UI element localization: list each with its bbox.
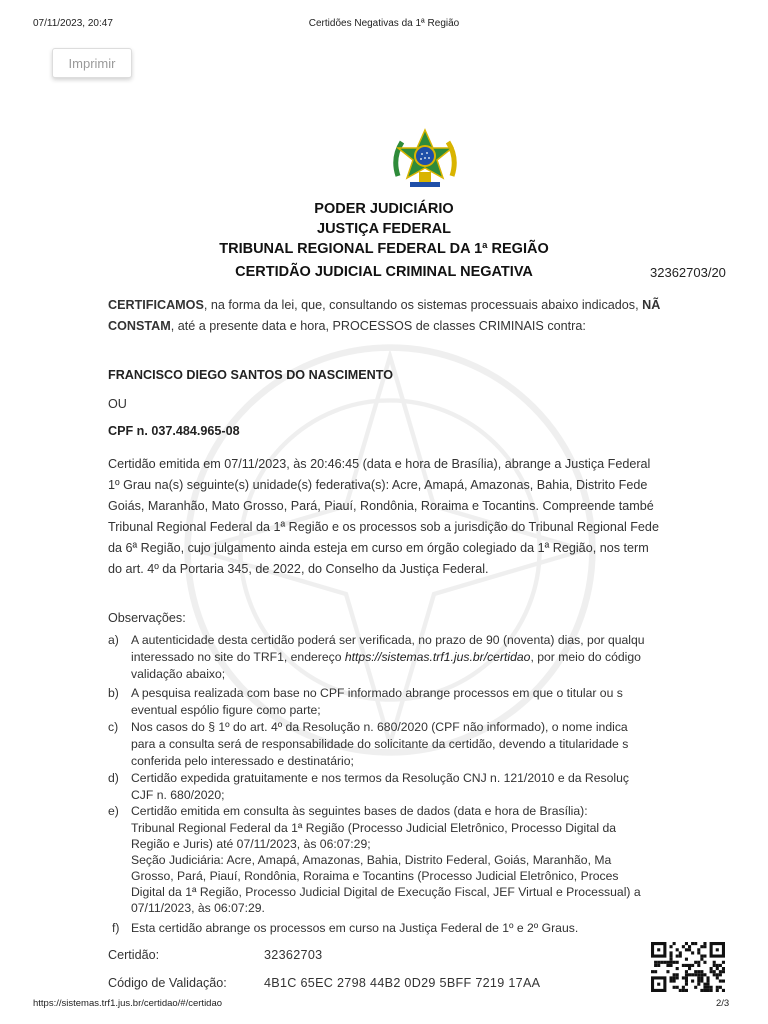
- obs-e-line: Seção Judiciária: Acre, Amapá, Amazonas, Bahia, Distrito Federal, Goiás, Maranhão, Ma: [131, 853, 612, 867]
- intro-line-1: CERTIFICAMOS, na forma da lei, que, consultando os sistemas processuais abaixo indicados, NÃ: [108, 298, 661, 312]
- print-page-title: Certidões Negativas da 1ª Região: [308, 18, 460, 29]
- subject-name: FRANCISCO DIEGO SANTOS DO NASCIMENTO: [108, 368, 394, 382]
- obs-e-letter: e): [108, 804, 119, 818]
- print-datetime: 07/11/2023, 20:47: [33, 18, 113, 29]
- paragraph-line: Tribunal Regional Federal da 1ª Região e os processos sob a jurisdição do Tribunal Regional Fede: [108, 520, 659, 534]
- validation-code-value: 4B1C 65EC 2798 44B2 0D29 5BFF 7219 17AA: [264, 976, 541, 990]
- subject-cpf: CPF n. 037.484.965-08: [108, 424, 240, 438]
- certidao-value: 32362703: [264, 948, 323, 962]
- obs-b-letter: b): [108, 686, 119, 700]
- obs-a-letter: a): [108, 633, 119, 647]
- observations-heading: Observações:: [108, 611, 186, 625]
- obs-e-line: Grosso, Pará, Piauí, Rondônia, Roraima e Tocantins (Processo Judicial Eletrônico, Proces: [131, 869, 619, 883]
- header-line-1: PODER JUDICIÁRIO: [314, 201, 454, 217]
- header-line-2: JUSTIÇA FEDERAL: [317, 221, 451, 237]
- certidao-link[interactable]: https://sistemas.trf1.jus.br/certidao: [344, 650, 531, 664]
- intro-line-2: CONSTAM, até a presente data e hora, PROCESSOS de classes CRIMINAIS contra:: [108, 319, 586, 333]
- obs-d-line: CJF n. 680/2020;: [131, 788, 225, 802]
- obs-c-line: conferida pelo interessado e destinatário;: [131, 754, 354, 768]
- obs-e-line: Certidão emitida em consulta às seguintes bases de dados (data e hora de Brasília):: [131, 804, 588, 818]
- paragraph-line: Certidão emitida em 07/11/2023, às 20:46:45 (data e hora de Brasília), abrange a Justiça Federal: [108, 457, 651, 471]
- certificate-title: CERTIDÃO JUDICIAL CRIMINAL NEGATIVA: [235, 264, 533, 280]
- obs-e-line: 07/11/2023, às 06:07:29.: [131, 901, 265, 915]
- obs-d-line: Certidão expedida gratuitamente e nos termos da Resolução CNJ n. 121/2010 e da Resoluç: [131, 771, 629, 785]
- print-page-number: 2/3: [716, 998, 730, 1009]
- obs-c-line: para a consulta será de responsabilidade do solicitante da certidão, devendo a titularidade s: [131, 737, 629, 751]
- obs-e-line: Região e Juris) até 07/11/2023, às 06:07:29;: [131, 837, 371, 851]
- obs-c-letter: c): [108, 720, 119, 734]
- header-line-3: TRIBUNAL REGIONAL FEDERAL DA 1ª REGIÃO: [219, 241, 549, 257]
- obs-a-line: A autenticidade desta certidão poderá ser verificada, no prazo de 90 (noventa) dias, por qualqu: [131, 633, 645, 647]
- subject-or: OU: [108, 397, 127, 411]
- obs-b-line: eventual espólio figure como parte;: [131, 703, 321, 717]
- validation-code-label: Código de Validação:: [108, 976, 227, 990]
- print-button[interactable]: Imprimir: [52, 48, 132, 78]
- obs-d-letter: d): [108, 771, 119, 785]
- obs-b-line: A pesquisa realizada com base no CPF informado abrange processos em que o titular ou s: [131, 686, 623, 700]
- brazil-coat-of-arms-icon: [390, 128, 460, 196]
- obs-a-line: interessado no site do TRF1, endereço https://sistemas.trf1.jus.br/certidao, por meio do código: [131, 650, 641, 664]
- obs-f-letter: f): [112, 921, 120, 935]
- paragraph-line: da 6ª Região, cujo julgamento ainda esteja em curso em órgão colegiado da 1ª Região, nos term: [108, 541, 649, 555]
- certificate-number: 32362703/20: [650, 265, 726, 280]
- print-url: https://sistemas.trf1.jus.br/certidao/#/certidao: [33, 998, 223, 1009]
- paragraph-line: 1º Grau na(s) seguinte(s) unidade(s) federativa(s): Acre, Amapá, Amazonas, Bahia, Distrito Fede: [108, 478, 648, 492]
- obs-e-line: Tribunal Regional Federal da 1ª Região (Processo Judicial Eletrônico, Processo Digital da: [131, 821, 617, 835]
- obs-e-line: Digital da 1ª Região, Processo Judicial Digital de Execução Fiscal, JEF Virtual e Processual) a: [131, 885, 641, 899]
- obs-c-line: Nos casos do § 1º do art. 4º da Resolução n. 680/2020 (CPF não informado), o nome indica: [131, 720, 628, 734]
- certidao-label: Certidão:: [108, 948, 160, 962]
- obs-a-line: validação abaixo;: [131, 667, 226, 681]
- paragraph-line: Goiás, Maranhão, Mato Grosso, Pará, Piauí, Rondônia, Roraima e Tocantins. Compreende també: [108, 499, 654, 513]
- qr-code-icon: [651, 942, 725, 992]
- obs-f-line: Esta certidão abrange os processos em curso na Justiça Federal de 1º e 2º Graus.: [131, 921, 579, 935]
- paragraph-line: do art. 4º da Portaria 345, de 2022, do Conselho da Justiça Federal.: [108, 562, 489, 576]
